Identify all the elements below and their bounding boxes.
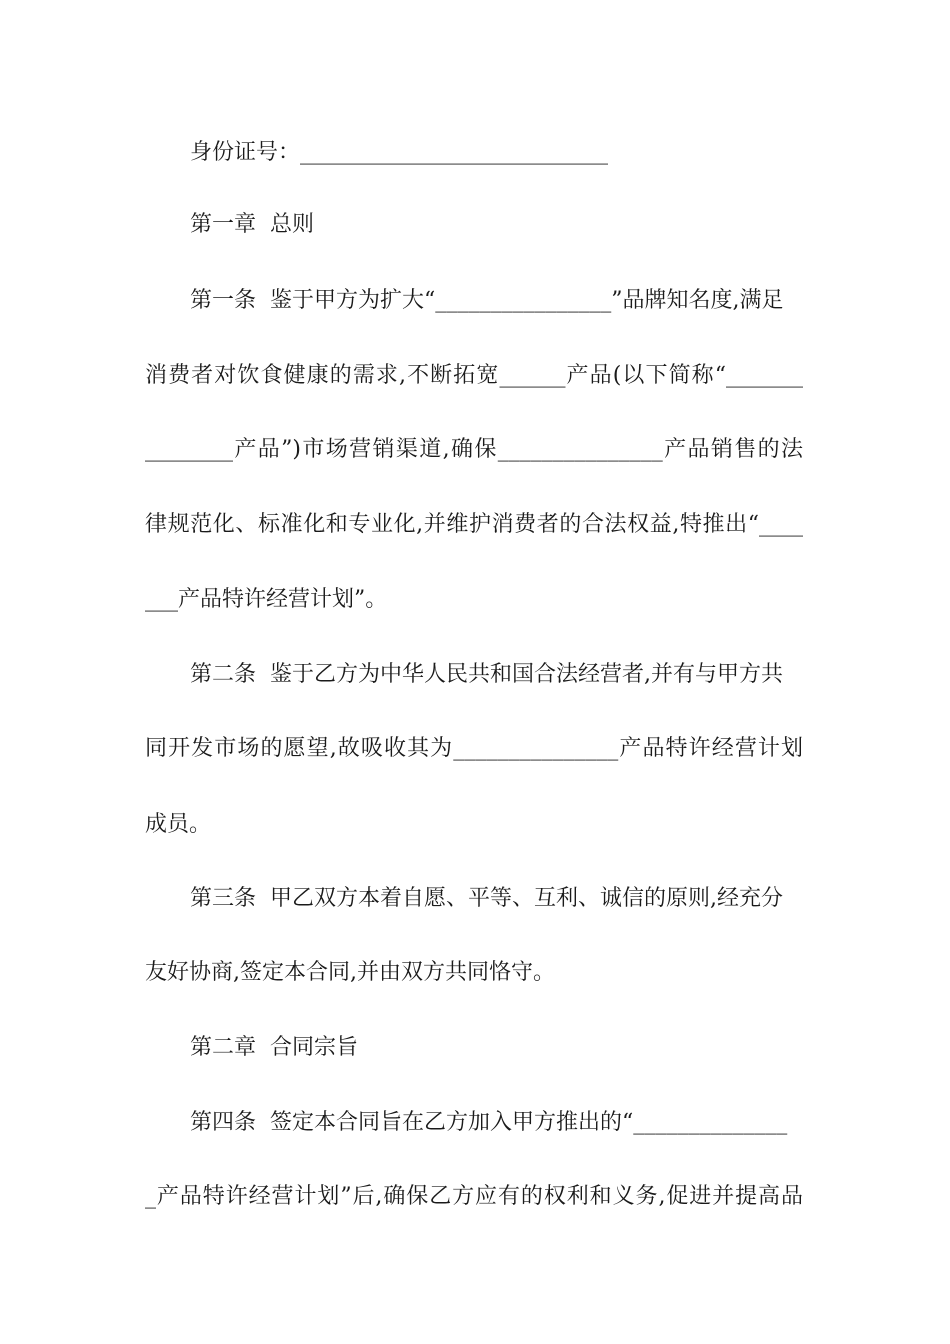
- chapter-2-heading: [190, 1033, 358, 1063]
- article-3-line-1: [190, 884, 783, 914]
- article-1-line-4: 律规范化、标准化和专业化,并维护消费者的合法权益,特推出“____: [145, 512, 803, 537]
- chapter-title: 合同宗旨: [270, 1035, 359, 1060]
- article-4-line-1: [190, 1108, 787, 1138]
- article-1-line-2: 消费者对饮食健康的需求,不断拓宽______产品(以下简称“_______: [145, 363, 803, 388]
- article-number: 第二条: [190, 662, 257, 687]
- article-text: 签定本合同旨在乙方加入甲方推出的“______________: [270, 1110, 788, 1135]
- article-number: 第一条: [190, 288, 257, 313]
- chapter-number: 第一章: [190, 212, 257, 237]
- article-number: 第四条: [190, 1110, 257, 1135]
- article-2-line-1: [190, 660, 783, 690]
- article-text: 甲乙双方本着自愿、平等、互利、诚信的原则,经充分: [270, 886, 784, 911]
- article-1-line-3: ________产品”)市场营销渠道,确保_______________产品销售的法: [145, 437, 803, 462]
- chapter-title: 总则: [270, 212, 315, 237]
- article-text: 鉴于甲方为扩大“________________”品牌知名度,满足: [270, 288, 784, 313]
- article-4-line-2: _产品特许经营计划”后,确保乙方应有的权利和义务,促进并提高品: [145, 1184, 803, 1209]
- chapter-number: 第二章: [190, 1035, 257, 1060]
- article-3-line-2: 友好协商,签定本合同,并由双方共同恪守。: [145, 960, 555, 985]
- article-text: 鉴于乙方为中华人民共和国合法经营者,并有与甲方共: [270, 662, 784, 687]
- article-1-line-5: ___产品特许经营计划”。: [145, 587, 388, 612]
- chapter-1-heading: [190, 210, 314, 240]
- article-2-line-2: 同开发市场的愿望,故吸收其为_______________产品特许经营计划: [145, 736, 803, 761]
- id-number-line: 身份证号：____________________________: [190, 140, 609, 165]
- article-number: 第三条: [190, 886, 257, 911]
- article-1-line-1: [190, 286, 803, 316]
- article-2-line-3: 成员。: [145, 812, 212, 837]
